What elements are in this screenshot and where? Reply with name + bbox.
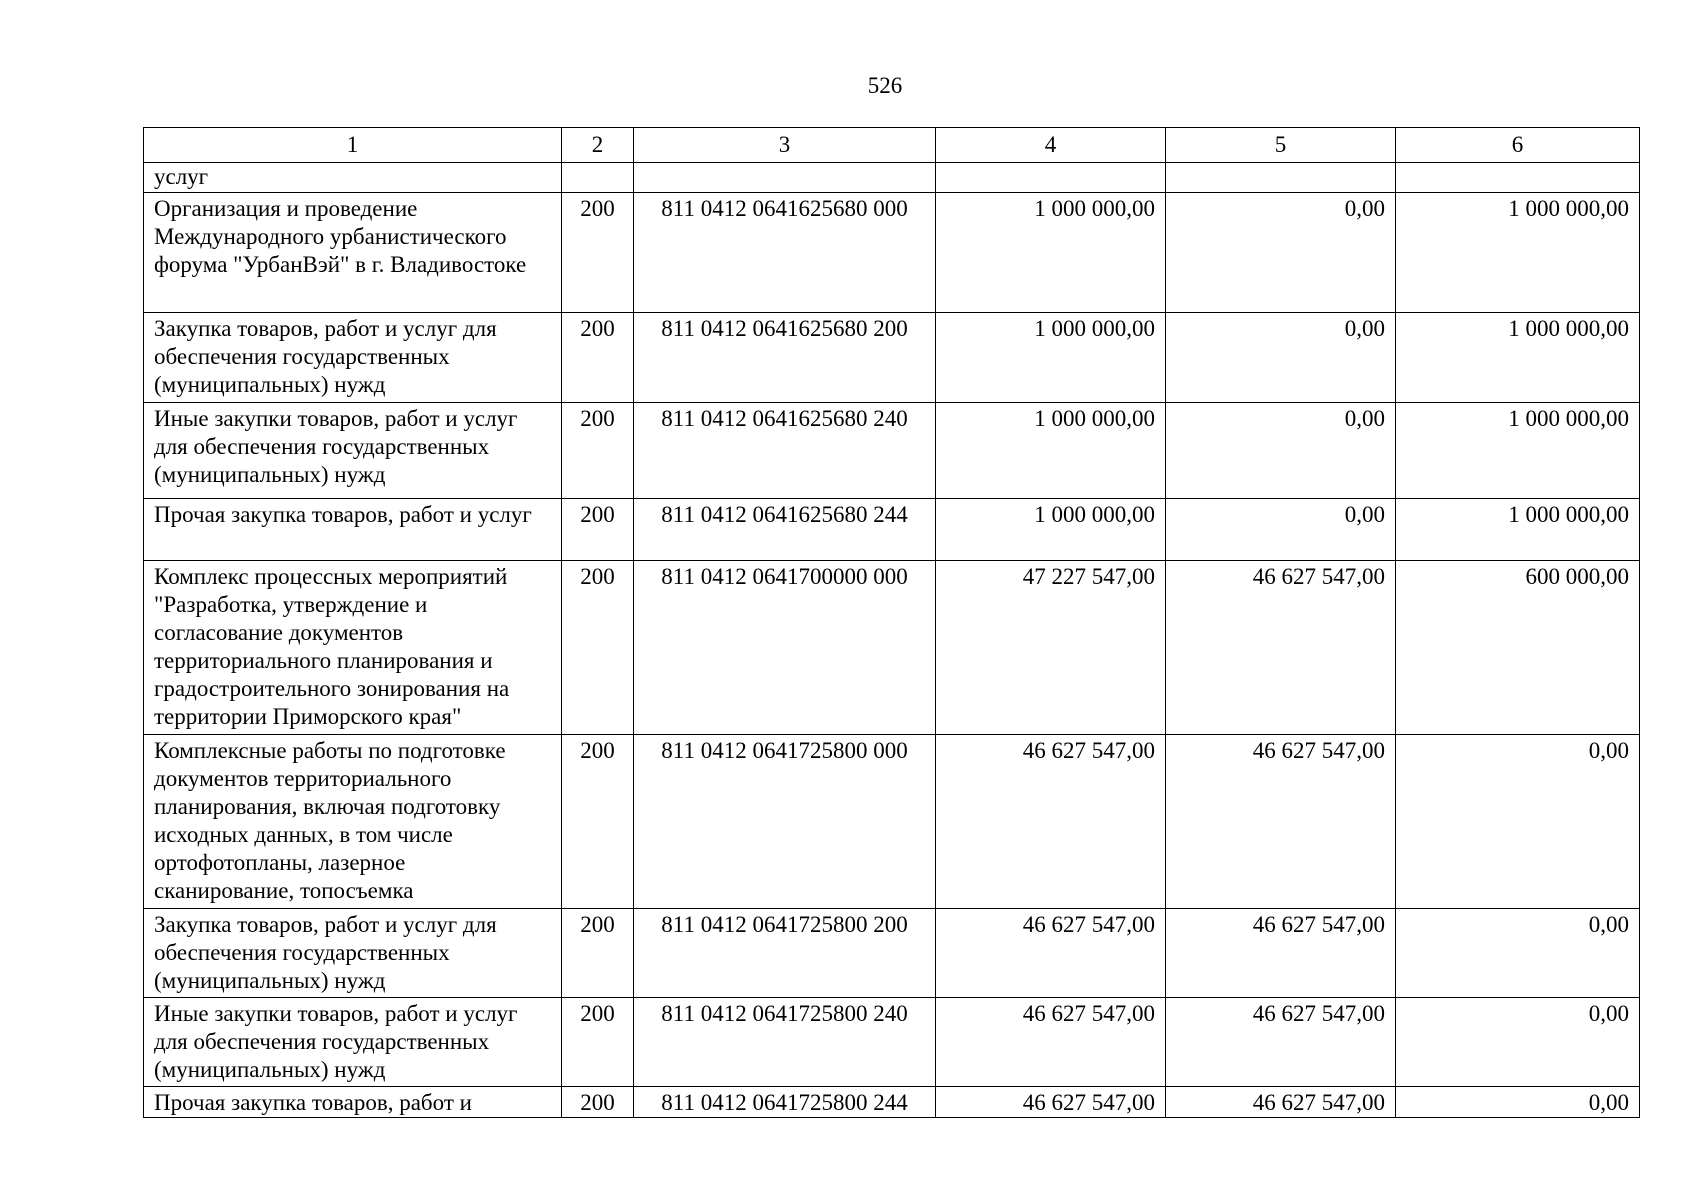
row-value-6 — [1396, 163, 1640, 193]
table-row — [144, 1087, 1640, 1118]
row-value-6: 1 000 000,00 — [1396, 403, 1640, 499]
row-value-4: 47 227 547,00 — [936, 561, 1166, 735]
row-value-4: 46 627 547,00 — [936, 998, 1166, 1087]
row-code: 811 0412 0641725800 200 — [634, 909, 936, 998]
row-name: Закупка товаров, работ и услуг для обеспечения государственных (муниципальных) нужд — [144, 909, 562, 998]
row-value-4 — [936, 163, 1166, 193]
row-value-6: 0,00 — [1396, 735, 1640, 909]
row-value-4: 1 000 000,00 — [936, 499, 1166, 561]
row-col-2: 200 — [562, 403, 634, 499]
row-col-2: 200 — [562, 735, 634, 909]
table-row — [144, 998, 1640, 1087]
row-value-5: 46 627 547,00 — [1166, 1087, 1396, 1118]
row-value-5: 46 627 547,00 — [1166, 998, 1396, 1087]
row-value-6: 600 000,00 — [1396, 561, 1640, 735]
row-value-4: 46 627 547,00 — [936, 735, 1166, 909]
row-col-2: 200 — [562, 313, 634, 403]
row-code: 811 0412 0641725800 240 — [634, 998, 936, 1087]
row-col-2: 200 — [562, 193, 634, 313]
row-code: 811 0412 0641725800 244 — [634, 1087, 936, 1118]
row-name: Организация и проведение Международного урбанистического форума "УрбанВэй" в г. Владивостоке — [144, 193, 562, 313]
row-value-5: 0,00 — [1166, 313, 1396, 403]
row-value-6: 1 000 000,00 — [1396, 499, 1640, 561]
row-col-2: 200 — [562, 998, 634, 1087]
row-name: Прочая закупка товаров, работ и услуг — [144, 499, 562, 561]
row-value-5: 46 627 547,00 — [1166, 561, 1396, 735]
row-value-6: 0,00 — [1396, 909, 1640, 998]
table-row — [144, 499, 1640, 561]
row-value-6: 0,00 — [1396, 1087, 1640, 1118]
header-col-2: 2 — [562, 128, 634, 163]
row-name: услуг — [144, 163, 562, 193]
budget-table — [143, 127, 1640, 1118]
row-value-6: 0,00 — [1396, 998, 1640, 1087]
table-row — [144, 909, 1640, 998]
table-row — [144, 735, 1640, 909]
row-code: 811 0412 0641725800 000 — [634, 735, 936, 909]
row-value-5: 0,00 — [1166, 499, 1396, 561]
header-col-4: 4 — [936, 128, 1166, 163]
table-row — [144, 403, 1640, 499]
row-col-2: 200 — [562, 561, 634, 735]
row-code: 811 0412 0641625680 244 — [634, 499, 936, 561]
row-col-2 — [562, 163, 634, 193]
row-value-5 — [1166, 163, 1396, 193]
row-value-6: 1 000 000,00 — [1396, 193, 1640, 313]
row-value-5: 0,00 — [1166, 403, 1396, 499]
header-col-5: 5 — [1166, 128, 1396, 163]
row-value-4: 1 000 000,00 — [936, 403, 1166, 499]
table-row — [144, 561, 1640, 735]
row-value-5: 46 627 547,00 — [1166, 735, 1396, 909]
table-row — [144, 313, 1640, 403]
row-col-2: 200 — [562, 1087, 634, 1118]
row-value-4: 1 000 000,00 — [936, 313, 1166, 403]
row-name: Иные закупки товаров, работ и услуг для обеспечения государственных (муниципальных) нужд — [144, 998, 562, 1087]
table-row — [144, 193, 1640, 313]
table-header-row — [144, 128, 1640, 163]
row-value-5: 46 627 547,00 — [1166, 909, 1396, 998]
row-code: 811 0412 0641625680 200 — [634, 313, 936, 403]
row-code — [634, 163, 936, 193]
table-row — [144, 163, 1640, 193]
row-code: 811 0412 0641625680 000 — [634, 193, 936, 313]
row-name: Комплекс процессных мероприятий "Разработка, утверждение и согласование документов территориального планирования и градостроительного зонирования на территории Приморского края" — [144, 561, 562, 735]
page-number: 526 — [867, 73, 903, 98]
row-value-5: 0,00 — [1166, 193, 1396, 313]
row-name: Закупка товаров, работ и услуг для обеспечения государственных (муниципальных) нужд — [144, 313, 562, 403]
row-name: Прочая закупка товаров, работ и — [144, 1087, 562, 1118]
row-value-4: 46 627 547,00 — [936, 1087, 1166, 1118]
header-col-3: 3 — [634, 128, 936, 163]
row-col-2: 200 — [562, 909, 634, 998]
header-col-6: 6 — [1396, 128, 1640, 163]
row-code: 811 0412 0641625680 240 — [634, 403, 936, 499]
row-name: Комплексные работы по подготовке документов территориального планирования, включая подготовку исходных данных, в том числе ортофотопланы, лазерное сканирование, топосъемка — [144, 735, 562, 909]
row-value-4: 1 000 000,00 — [936, 193, 1166, 313]
row-value-6: 1 000 000,00 — [1396, 313, 1640, 403]
row-value-4: 46 627 547,00 — [936, 909, 1166, 998]
row-code: 811 0412 0641700000 000 — [634, 561, 936, 735]
row-name: Иные закупки товаров, работ и услуг для обеспечения государственных (муниципальных) нужд — [144, 403, 562, 499]
row-col-2: 200 — [562, 499, 634, 561]
header-col-1: 1 — [144, 128, 562, 163]
